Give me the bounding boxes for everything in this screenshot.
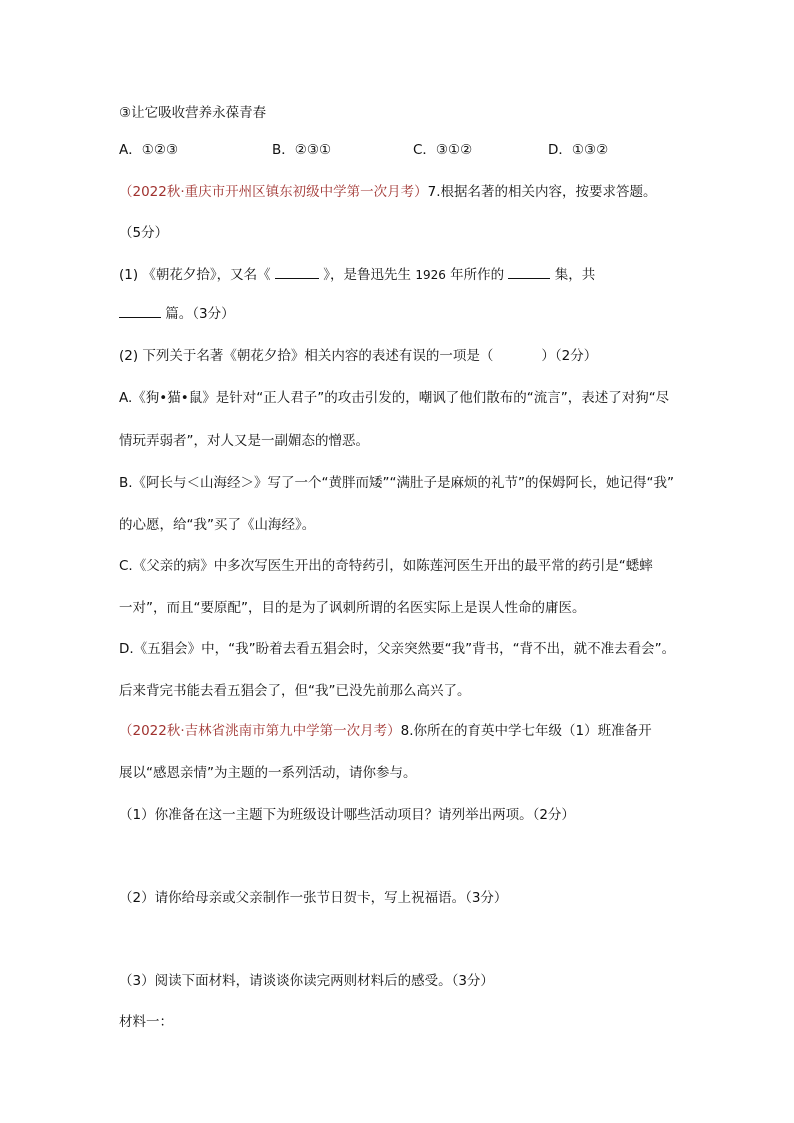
answer-blank-alias[interactable] bbox=[275, 266, 319, 279]
question-8-prompt-1: 8.你所在的育英中学七年级（1）班准备开 bbox=[400, 723, 652, 739]
question-7-sub-1 bbox=[119, 266, 595, 284]
option-b-line-2: 的心愿，给“我”买了《山海经》。 bbox=[119, 517, 316, 533]
question-7-sub-1-cont bbox=[119, 305, 235, 323]
question-7-prompt: 7.根据名著的相关内容，按要求答题。 bbox=[427, 184, 657, 200]
question-8-sub-1: （1）你准备在这一主题下为班级设计哪些活动项目？请列举出两项。（2分） bbox=[119, 807, 575, 823]
option-b: B．②③① bbox=[272, 142, 332, 158]
material-1-label: 材料一： bbox=[119, 1014, 173, 1030]
sub-1-text-d: 集，共 bbox=[550, 267, 596, 283]
question-8-sub-3: （3）阅读下面材料，请谈谈你读完两则材料后的感受。（3分） bbox=[119, 973, 494, 989]
sub-2-text-a: (2) 下列关于名著《朝花夕拾》相关内容的表述有误的一项是（ bbox=[119, 348, 494, 364]
option-d: D．①③② bbox=[548, 142, 609, 158]
option-b-line-1: B.《阿长与＜山海经＞》写了一个“黄胖而矮”“满肚子是麻烦的礼节”的保姆阿长，她记得“我” bbox=[119, 475, 675, 491]
option-d-line-1: D.《五猖会》中，“我”盼着去看五猖会时，父亲突然要“我”背书，“背不出，就不准去看会”。 bbox=[119, 641, 676, 657]
answer-blank-genre[interactable] bbox=[508, 266, 550, 279]
question-7-score: （5分） bbox=[119, 225, 169, 241]
sub-1-text-b: 》，是鲁迅先生 bbox=[318, 267, 416, 283]
question-7-sub-2 bbox=[119, 347, 597, 365]
option-d-line-2: 后来背完书能去看五猖会了，但“我”已没先前那么高兴了。 bbox=[119, 683, 471, 699]
question-7-source: （2022秋·重庆市开州区镇东初级中学第一次月考） bbox=[119, 184, 428, 200]
question-8-source: （2022秋·吉林省洮南市第九中学第一次月考） bbox=[119, 723, 401, 739]
question-8-header bbox=[119, 722, 652, 740]
option-c: C．③①② bbox=[413, 142, 473, 158]
option-a: A．①②③ bbox=[119, 142, 179, 158]
option-c-line-2: 一对”，而且“要原配”，目的是为了讽刺所谓的名医实际上是误人性命的庸医。 bbox=[119, 600, 586, 616]
question-8-prompt-2: 展以“感恩亲情”为主题的一系列活动，请你参与。 bbox=[119, 765, 417, 781]
sub-1-text-e: 篇。（3分） bbox=[161, 306, 235, 322]
option-c-line-1: C.《父亲的病》中多次写医生开出的奇特药引，如陈莲河医生开出的最平常的药引是“蟋蟀 bbox=[119, 558, 653, 574]
question-7-header bbox=[119, 183, 657, 201]
option-a-line-2: 情玩弄弱者”，对人又是一副媚态的憎恶。 bbox=[119, 433, 369, 449]
sub-1-text-c: 年所作的 bbox=[445, 267, 509, 283]
sub-1-text-a: (1) 《朝花夕拾》，又名《 bbox=[119, 267, 275, 283]
option-a-line-1: A.《狗•猫•鼠》是针对“正人君子”的攻击引发的，嘲讽了他们散布的“流言”，表述了对狗“尽 bbox=[119, 390, 670, 406]
answer-blank-count[interactable] bbox=[119, 305, 161, 318]
sub-2-text-b: ）（2分） bbox=[541, 348, 598, 364]
item-3: ③让它吸收营养永葆青春 bbox=[119, 105, 267, 121]
sub-1-year: 1926 bbox=[415, 268, 446, 282]
question-8-sub-2: （2）请你给母亲或父亲制作一张节日贺卡，写上祝福语。（3分） bbox=[119, 890, 508, 906]
